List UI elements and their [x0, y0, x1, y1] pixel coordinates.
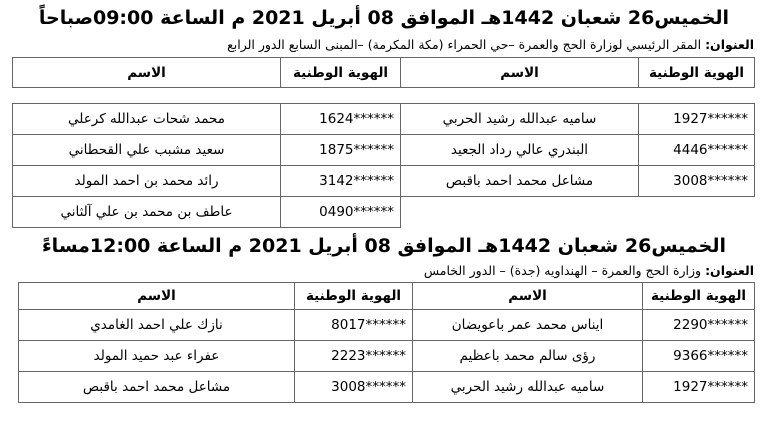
id-cell: 1927******	[639, 104, 755, 135]
table-row	[19, 372, 755, 403]
header-id: الهوية الوطنية	[639, 58, 755, 88]
name-cell: مشاعل محمد احمد باقبص	[19, 372, 295, 403]
session1-address	[14, 36, 754, 54]
session1-address-text: المقر الرئيسي لوزارة الحج والعمرة –حي الحمراء (مكة المكرمة) –المبنى السابع الدور الرابع	[227, 37, 706, 52]
spacer-cell	[13, 88, 281, 104]
id-cell: 1624******	[281, 104, 401, 135]
id-cell: 3142******	[281, 166, 401, 197]
name-cell: رائد محمد بن احمد المولد	[13, 166, 281, 197]
table-row	[13, 197, 755, 228]
name-cell: سعيد مشبب علي القحطاني	[13, 135, 281, 166]
session2-address	[14, 262, 754, 280]
name-cell: عاطف بن محمد بن علي آلثاني	[13, 197, 281, 228]
session1-heading: الخميس26 شعبان 1442هـ الموافق 08 أبريل 2021 م الساعة 09:00صباحاً	[38, 7, 730, 29]
id-cell: 1927******	[643, 372, 755, 403]
name-cell: ايناس محمد عمر باعويضان	[413, 310, 643, 341]
header-name: الاسم	[401, 58, 639, 88]
table-spacer-row	[13, 88, 755, 104]
session2-table	[18, 282, 755, 403]
id-cell: 3008******	[639, 166, 755, 197]
name-cell: عفراء عبد حميد المولد	[19, 341, 295, 372]
header-id: الهوية الوطنية	[281, 58, 401, 88]
header-name: الاسم	[13, 58, 281, 88]
name-cell: رؤى سالم محمد باعظيم	[413, 341, 643, 372]
table-row	[13, 104, 755, 135]
id-cell: 2223******	[295, 341, 413, 372]
table-header-row	[19, 283, 755, 310]
header-name: الاسم	[19, 283, 295, 310]
spacer-cell	[281, 88, 401, 104]
id-cell: 2290******	[643, 310, 755, 341]
header-name: الاسم	[413, 283, 643, 310]
session2-address-text: وزارة الحج والعمرة – الهنداويه (جدة) – الدور الخامس	[423, 263, 706, 278]
table-row	[13, 166, 755, 197]
id-cell: 8017******	[295, 310, 413, 341]
empty-cell	[639, 197, 755, 228]
id-cell: 4446******	[639, 135, 755, 166]
table-row	[19, 341, 755, 372]
header-id: الهوية الوطنية	[295, 283, 413, 310]
session1-table	[12, 57, 755, 228]
id-cell: 9366******	[643, 341, 755, 372]
session2-address-label: العنوان:	[705, 263, 754, 278]
name-cell: محمد شحات عبدالله كرعلي	[13, 104, 281, 135]
table-header-row	[13, 58, 755, 88]
spacer-cell	[639, 88, 755, 104]
name-cell: ساميه عبدالله رشيد الحربي	[401, 104, 639, 135]
table-row	[13, 135, 755, 166]
name-cell: البندري عالي رداد الجعيد	[401, 135, 639, 166]
name-cell: ساميه عبدالله رشيد الحربي	[413, 372, 643, 403]
name-cell: نازك علي احمد الغامدي	[19, 310, 295, 341]
id-cell: 0490******	[281, 197, 401, 228]
table-row	[19, 310, 755, 341]
session2-heading: الخميس26 شعبان 1442هـ الموافق 08 أبريل 2021 م الساعة 12:00مساءً	[41, 235, 727, 257]
session1-address-label: العنوان:	[705, 37, 754, 52]
id-cell: 3008******	[295, 372, 413, 403]
id-cell: 1875******	[281, 135, 401, 166]
name-cell: مشاعل محمد احمد باقبص	[401, 166, 639, 197]
header-id: الهوية الوطنية	[643, 283, 755, 310]
spacer-cell	[401, 88, 639, 104]
empty-cell	[401, 197, 639, 228]
